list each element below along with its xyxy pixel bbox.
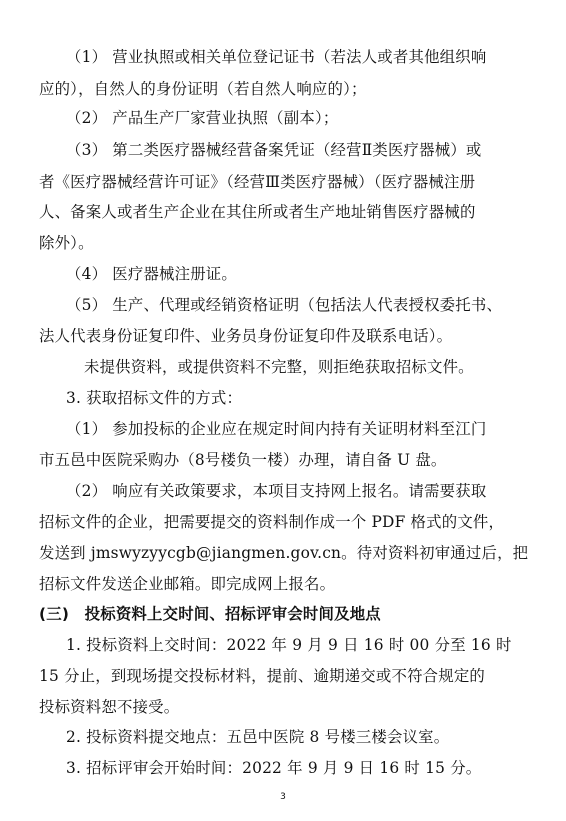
text-line: （5） 生产、代理或经销资格证明（包括法人代表授权委托书、 bbox=[66, 296, 503, 314]
section-heading: 3. 获取招标文件的方式： bbox=[66, 389, 243, 407]
text-line: 市五邑中医院采购办（8号楼负一楼）办理，请自备 U 盘。 bbox=[39, 451, 447, 469]
text-line: 2. 投标资料提交地点：五邑中医院 8 号楼三楼会议室。 bbox=[66, 728, 450, 746]
text-line: （2） 产品生产厂家营业执照（副本）； bbox=[66, 109, 339, 127]
text-line: 应的），自然人的身份证明（若自然人响应的）； bbox=[39, 80, 367, 98]
text-line: （3） 第二类医疗器械经营备案凭证（经营Ⅱ类医疗器械）或 bbox=[66, 141, 482, 159]
text-line: 投标资料恕不接受。 bbox=[39, 698, 180, 716]
text-line: 发送到 jmswyzyycgb@jiangmen.gov.cn。待对资料初审通过后，把 bbox=[39, 544, 529, 562]
text-line: 人、备案人或者生产企业在其住所或者生产地址销售医疗器械的 bbox=[39, 203, 476, 221]
text-line: 法人代表身份证复印件、业务员身份证复印件及联系电话）。 bbox=[39, 327, 453, 345]
text-line: 者《医疗器械经营许可证》（经营Ⅲ类医疗器械）（医疗器械注册 bbox=[39, 173, 476, 191]
text-line: （2） 响应有关政策要求，本项目支持网上报名。请需要获取 bbox=[66, 482, 487, 500]
text-line: 3. 招标评审会开始时间：2022 年 9 月 9 日 16 时 15 分。 bbox=[66, 759, 482, 777]
text-line: 未提供资料，或提供资料不完整，则拒绝获取招标文件。 bbox=[84, 358, 474, 376]
text-line: 除外）。 bbox=[39, 234, 94, 252]
text-line: （1） 参加投标的企业应在规定时间内持有关证明材料至江门 bbox=[66, 420, 487, 438]
text-line: 1. 投标资料上交时间：2022 年 9 月 9 日 16 时 00 分至 16 时 bbox=[66, 636, 512, 654]
text-line: （1） 营业执照或相关单位登记证书（若法人或者其他组织响 bbox=[66, 48, 487, 66]
text-line: 招标文件发送企业邮箱。即完成网上报名。 bbox=[39, 575, 336, 593]
text-line: （4） 医疗器械注册证。 bbox=[66, 265, 237, 283]
text-line: 15 分止，到现场提交投标材料，提前、逾期递交或不符合规定的 bbox=[39, 667, 486, 685]
page-number: 3 bbox=[280, 792, 286, 802]
section-title: (三) 投标资料上交时间、招标评审会时间及地点 bbox=[39, 605, 381, 623]
text-line: 招标文件的企业，把需要提交的资料制作成一个 PDF 格式的文件， bbox=[39, 513, 505, 531]
